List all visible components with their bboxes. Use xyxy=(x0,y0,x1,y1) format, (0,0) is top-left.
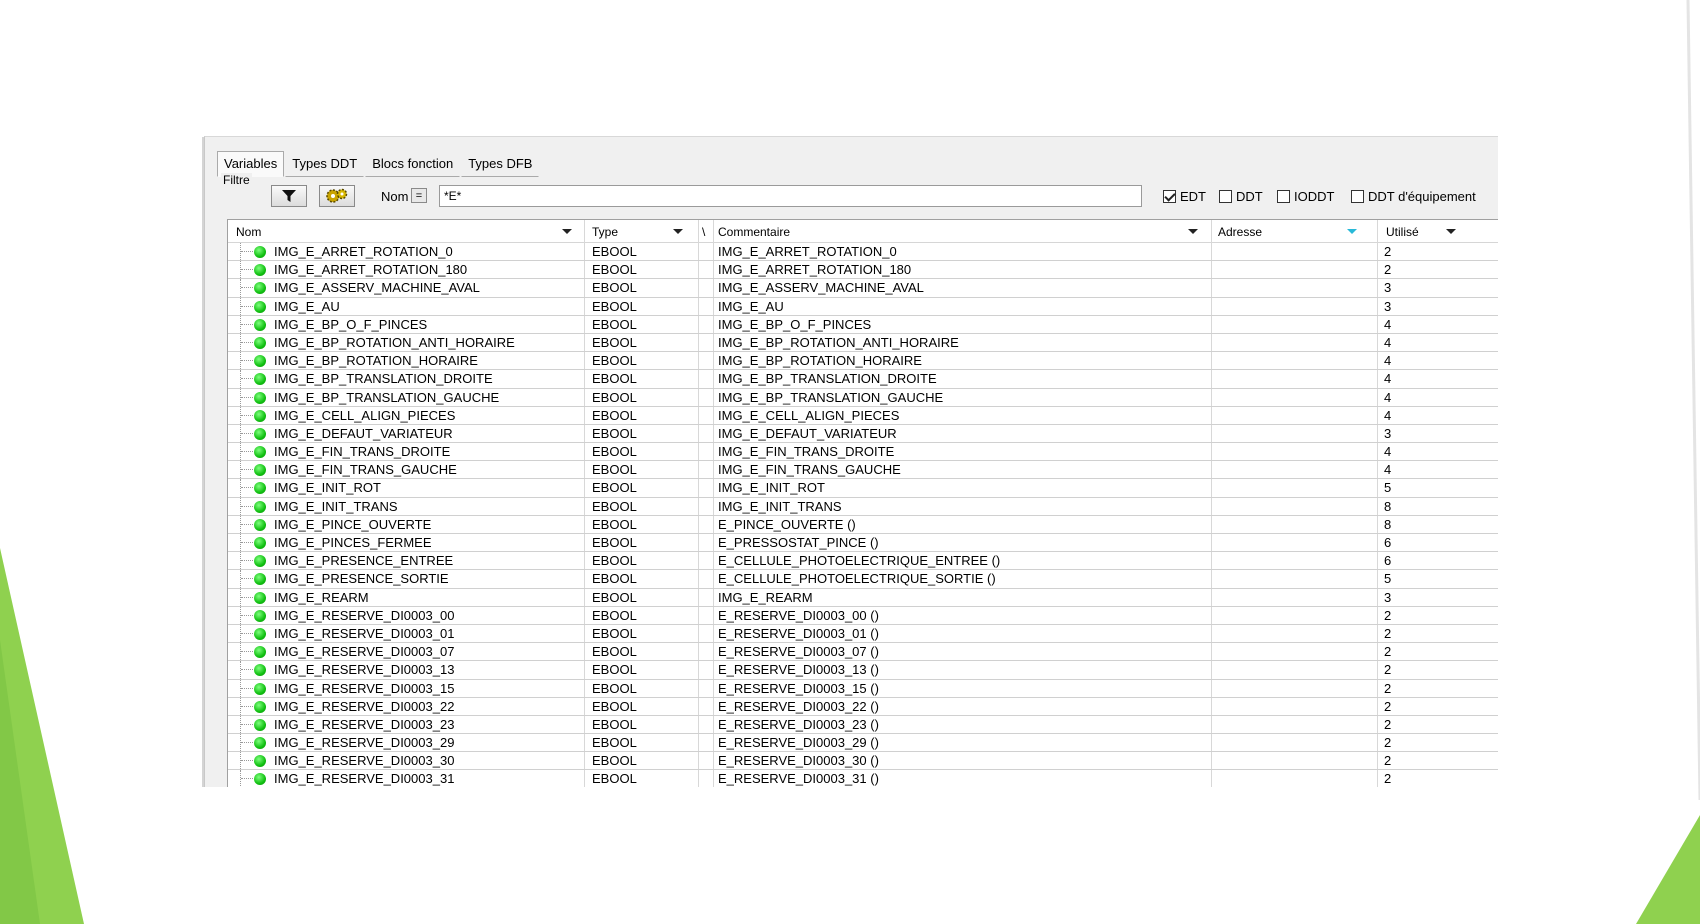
tree-connector xyxy=(240,243,255,260)
table-row[interactable] xyxy=(228,698,1498,716)
status-dot-icon xyxy=(254,428,266,440)
cell-commentaire[interactable]: E_RESERVE_DI0003_29 () xyxy=(718,735,879,751)
cell-commentaire[interactable]: E_RESERVE_DI0003_31 () xyxy=(718,771,879,787)
cell-nom[interactable]: IMG_E_RESERVE_DI0003_00 xyxy=(274,607,455,623)
status-dot-icon xyxy=(254,737,266,749)
status-dot-icon xyxy=(254,355,266,367)
funnel-icon xyxy=(281,188,297,204)
checkbox-box[interactable] xyxy=(1351,190,1364,203)
cell-commentaire[interactable]: E_RESERVE_DI0003_13 () xyxy=(718,662,879,678)
status-dot-icon xyxy=(254,337,266,349)
table-row[interactable] xyxy=(228,498,1498,516)
cell-type[interactable]: EBOOL xyxy=(592,407,637,423)
cell-utilise[interactable]: 2 xyxy=(1384,771,1392,787)
dropdown-arrow-icon[interactable] xyxy=(673,229,683,234)
cell-nom[interactable]: IMG_E_RESERVE_DI0003_07 xyxy=(274,644,455,660)
checkbox-box[interactable] xyxy=(1219,190,1232,203)
tree-connector xyxy=(240,443,255,460)
status-dot-icon xyxy=(254,719,266,731)
cell-utilise[interactable]: 2 xyxy=(1384,716,1392,732)
status-dot-icon xyxy=(254,701,266,713)
cell-commentaire[interactable]: IMG_E_ARRET_ROTATION_180 xyxy=(718,262,912,278)
table-row[interactable] xyxy=(228,734,1498,752)
cell-type[interactable]: EBOOL xyxy=(592,662,637,678)
cell-nom[interactable]: IMG_E_PRESENCE_ENTREE xyxy=(274,553,454,569)
cell-type[interactable]: EBOOL xyxy=(592,771,637,787)
cell-utilise[interactable]: 8 xyxy=(1384,516,1392,532)
tree-connector xyxy=(240,334,255,351)
cell-commentaire[interactable]: IMG_E_CELL_ALIGN_PIECES xyxy=(718,407,900,423)
cell-utilise[interactable]: 4 xyxy=(1384,334,1392,350)
status-dot-icon xyxy=(254,773,266,785)
status-dot-icon xyxy=(254,610,266,622)
cell-nom[interactable]: IMG_E_RESERVE_DI0003_22 xyxy=(274,698,455,714)
tree-connector xyxy=(240,716,255,733)
status-dot-icon xyxy=(254,573,266,585)
tree-connector xyxy=(240,552,255,569)
tree-connector xyxy=(240,661,255,678)
cell-nom[interactable]: IMG_E_BP_ROTATION_ANTI_HORAIRE xyxy=(274,334,515,350)
equals-button[interactable]: = xyxy=(411,188,427,203)
tab-variables[interactable]: Variables xyxy=(217,151,284,177)
tree-connector xyxy=(240,589,255,606)
cell-type[interactable]: EBOOL xyxy=(592,553,637,569)
cell-commentaire[interactable]: IMG_E_FIN_TRANS_GAUCHE xyxy=(718,462,901,478)
cell-commentaire[interactable]: E_PINCE_OUVERTE () xyxy=(718,516,856,532)
tree-connector xyxy=(240,752,255,769)
filter-settings-button[interactable] xyxy=(319,185,355,207)
tree-connector xyxy=(240,570,255,587)
cell-commentaire[interactable]: E_RESERVE_DI0003_00 () xyxy=(718,607,879,623)
cell-type[interactable]: EBOOL xyxy=(592,480,637,496)
cell-nom[interactable]: IMG_E_CELL_ALIGN_PIECES xyxy=(274,407,456,423)
cell-type[interactable]: EBOOL xyxy=(592,716,637,732)
cell-type[interactable]: EBOOL xyxy=(592,644,637,660)
column-header-label: Nom xyxy=(236,225,262,239)
column-header-nom[interactable] xyxy=(228,220,584,243)
tree-connector xyxy=(240,625,255,642)
checkbox-ioddt[interactable] xyxy=(1277,189,1334,204)
cell-type[interactable]: EBOOL xyxy=(592,516,637,532)
status-dot-icon xyxy=(254,246,266,258)
cell-type[interactable]: EBOOL xyxy=(592,244,637,259)
status-dot-icon xyxy=(254,482,266,494)
cell-utilise[interactable]: 4 xyxy=(1384,353,1392,369)
cell-utilise[interactable]: 5 xyxy=(1384,571,1392,587)
table-row[interactable] xyxy=(228,607,1498,625)
table-row[interactable] xyxy=(228,643,1498,661)
cell-type[interactable]: EBOOL xyxy=(592,280,637,296)
cell-commentaire[interactable]: IMG_E_BP_ROTATION_ANTI_HORAIRE xyxy=(718,334,959,350)
tree-connector xyxy=(240,698,255,715)
cell-nom[interactable]: IMG_E_RESERVE_DI0003_01 xyxy=(274,625,455,641)
status-dot-icon xyxy=(254,410,266,422)
cell-commentaire[interactable]: IMG_E_ARRET_ROTATION_0 xyxy=(718,244,897,259)
cell-nom[interactable]: IMG_E_RESERVE_DI0003_31 xyxy=(274,771,455,787)
cell-utilise[interactable]: 4 xyxy=(1384,462,1392,478)
tree-connector xyxy=(240,316,255,333)
cell-type[interactable]: EBOOL xyxy=(592,498,637,514)
cell-commentaire[interactable]: IMG_E_FIN_TRANS_DROITE xyxy=(718,444,895,460)
column-header-label: Commentaire xyxy=(718,225,791,239)
tree-connector xyxy=(240,607,255,624)
status-dot-icon xyxy=(254,373,266,385)
cell-commentaire[interactable]: IMG_E_BP_TRANSLATION_GAUCHE xyxy=(718,389,944,405)
status-dot-icon xyxy=(254,392,266,404)
cell-utilise[interactable]: 6 xyxy=(1384,535,1392,550)
cell-type[interactable]: EBOOL xyxy=(592,625,637,641)
table-row[interactable] xyxy=(228,589,1498,607)
cell-type[interactable]: EBOOL xyxy=(592,353,637,369)
column-header-label: \ xyxy=(702,225,706,239)
cell-type[interactable]: EBOOL xyxy=(592,316,637,332)
table-row[interactable] xyxy=(228,425,1498,443)
checkbox-box[interactable] xyxy=(1163,190,1176,203)
cell-type[interactable]: EBOOL xyxy=(592,425,637,441)
cell-commentaire[interactable]: IMG_E_ASSERV_MACHINE_AVAL xyxy=(718,280,924,296)
cell-type[interactable]: EBOOL xyxy=(592,262,637,278)
tree-connector xyxy=(240,407,255,424)
table-row[interactable] xyxy=(228,370,1498,388)
tree-connector xyxy=(240,370,255,387)
cell-commentaire[interactable]: E_RESERVE_DI0003_30 () xyxy=(718,753,879,769)
cell-nom[interactable]: IMG_E_ARRET_ROTATION_180 xyxy=(274,262,468,278)
tree-connector xyxy=(240,534,255,551)
cell-type[interactable]: EBOOL xyxy=(592,680,637,696)
dropdown-arrow-icon[interactable] xyxy=(1188,229,1198,234)
cell-commentaire[interactable]: E_RESERVE_DI0003_15 () xyxy=(718,680,879,696)
table-row[interactable] xyxy=(228,443,1498,461)
cell-commentaire[interactable]: IMG_E_BP_O_F_PINCES xyxy=(718,316,872,332)
cell-utilise[interactable]: 4 xyxy=(1384,316,1392,332)
cell-commentaire[interactable]: E_RESERVE_DI0003_07 () xyxy=(718,644,879,660)
cell-commentaire[interactable]: E_CELLULE_PHOTOELECTRIQUE_SORTIE () xyxy=(718,571,996,587)
cell-nom[interactable]: IMG_E_RESERVE_DI0003_23 xyxy=(274,716,455,732)
status-dot-icon xyxy=(254,301,266,313)
cell-nom[interactable]: IMG_E_FIN_TRANS_GAUCHE xyxy=(274,462,457,478)
data-editor-window xyxy=(204,136,1498,787)
status-dot-icon xyxy=(254,646,266,658)
cell-commentaire[interactable]: IMG_E_INIT_TRANS xyxy=(718,498,842,514)
status-dot-icon xyxy=(254,755,266,767)
cell-nom[interactable]: IMG_E_PINCE_OUVERTE xyxy=(274,516,432,532)
cell-type[interactable]: EBOOL xyxy=(592,389,637,405)
cell-nom[interactable]: IMG_E_RESERVE_DI0003_13 xyxy=(274,662,455,678)
cell-utilise[interactable]: 4 xyxy=(1384,407,1392,423)
cell-utilise[interactable]: 2 xyxy=(1384,262,1392,278)
cell-type[interactable]: EBOOL xyxy=(592,535,637,550)
dropdown-arrow-icon[interactable] xyxy=(1446,229,1456,234)
column-header-label: Type xyxy=(592,225,619,239)
cell-commentaire[interactable]: E_PRESSOSTAT_PINCE () xyxy=(718,535,879,550)
tree-connector xyxy=(240,643,255,660)
column-header-utilise[interactable] xyxy=(1378,220,1498,243)
cell-utilise[interactable]: 2 xyxy=(1384,607,1392,623)
tree-connector xyxy=(240,734,255,751)
gears-icon xyxy=(324,187,350,205)
table-row[interactable] xyxy=(228,625,1498,643)
column-header-label: Utilisé xyxy=(1386,225,1419,239)
cell-type[interactable]: EBOOL xyxy=(592,607,637,623)
table-body xyxy=(228,243,1498,787)
cell-utilise[interactable]: 3 xyxy=(1384,589,1392,605)
cell-commentaire[interactable]: E_RESERVE_DI0003_01 () xyxy=(718,625,879,641)
checkbox-edt[interactable] xyxy=(1163,189,1206,204)
cell-nom[interactable]: IMG_E_BP_O_F_PINCES xyxy=(274,316,428,332)
cell-nom[interactable]: IMG_E_INIT_TRANS xyxy=(274,498,398,514)
status-dot-icon xyxy=(254,555,266,567)
status-dot-icon xyxy=(254,664,266,676)
cell-type[interactable]: EBOOL xyxy=(592,371,637,387)
tree-connector xyxy=(240,389,255,406)
cell-type[interactable]: EBOOL xyxy=(592,462,637,478)
cell-nom[interactable]: IMG_E_RESERVE_DI0003_30 xyxy=(274,753,455,769)
cell-nom[interactable]: IMG_E_FIN_TRANS_DROITE xyxy=(274,444,451,460)
checkbox-label: EDT xyxy=(1180,189,1206,204)
table-row[interactable] xyxy=(228,552,1498,570)
checkbox-label: DDT xyxy=(1236,189,1263,204)
tree-connector xyxy=(240,298,255,315)
status-dot-icon xyxy=(254,683,266,695)
sort-arrow-icon[interactable] xyxy=(1347,229,1357,234)
cell-utilise[interactable]: 3 xyxy=(1384,280,1392,296)
table-row[interactable] xyxy=(228,516,1498,534)
cell-type[interactable]: EBOOL xyxy=(592,444,637,460)
cell-commentaire[interactable]: IMG_E_DEFAUT_VARIATEUR xyxy=(718,425,897,441)
cell-utilise[interactable]: 2 xyxy=(1384,753,1392,769)
status-dot-icon xyxy=(254,282,266,294)
cell-utilise[interactable]: 8 xyxy=(1384,498,1392,514)
cell-type[interactable]: EBOOL xyxy=(592,571,637,587)
cell-utilise[interactable]: 2 xyxy=(1384,625,1392,641)
table-row[interactable] xyxy=(228,534,1498,552)
column-header-adresse[interactable] xyxy=(1212,220,1377,243)
cell-utilise[interactable]: 4 xyxy=(1384,389,1392,405)
cell-nom[interactable]: IMG_E_PINCES_FERMEE xyxy=(274,535,432,550)
tree-connector xyxy=(240,461,255,478)
column-header-type[interactable] xyxy=(585,220,698,243)
status-dot-icon xyxy=(254,501,266,513)
cell-commentaire[interactable]: IMG_E_AU xyxy=(718,298,784,314)
cell-utilise[interactable]: 2 xyxy=(1384,644,1392,660)
cell-utilise[interactable]: 2 xyxy=(1384,662,1392,678)
cell-utilise[interactable]: 3 xyxy=(1384,425,1392,441)
table-row[interactable] xyxy=(228,261,1498,279)
cell-commentaire[interactable]: IMG_E_BP_TRANSLATION_DROITE xyxy=(718,371,937,387)
status-dot-icon xyxy=(254,519,266,531)
cell-utilise[interactable]: 2 xyxy=(1384,698,1392,714)
table-row[interactable] xyxy=(228,407,1498,425)
cell-commentaire[interactable]: E_RESERVE_DI0003_23 () xyxy=(718,716,879,732)
variables-grid xyxy=(227,219,1498,787)
cell-type[interactable]: EBOOL xyxy=(592,698,637,714)
column-header-commentaire[interactable] xyxy=(714,220,1211,243)
status-dot-icon xyxy=(254,446,266,458)
table-row[interactable] xyxy=(228,243,1498,261)
column-header-sep xyxy=(699,220,713,243)
cell-nom[interactable]: IMG_E_RESERVE_DI0003_29 xyxy=(274,735,455,751)
cell-nom[interactable]: IMG_E_BP_ROTATION_HORAIRE xyxy=(274,353,478,369)
table-row[interactable] xyxy=(228,461,1498,479)
tree-connector xyxy=(240,770,255,787)
table-row[interactable] xyxy=(228,752,1498,770)
cell-nom[interactable]: IMG_E_ARRET_ROTATION_0 xyxy=(274,244,453,259)
checkbox-ddt-equipement[interactable] xyxy=(1351,189,1476,204)
table-row[interactable] xyxy=(228,352,1498,370)
cell-utilise[interactable]: 4 xyxy=(1384,371,1392,387)
cell-commentaire[interactable]: IMG_E_REARM xyxy=(718,589,813,605)
nom-label: Nom xyxy=(381,189,409,204)
cell-utilise[interactable]: 6 xyxy=(1384,553,1392,569)
cell-nom[interactable]: IMG_E_PRESENCE_SORTIE xyxy=(274,571,449,587)
checkbox-box[interactable] xyxy=(1277,190,1290,203)
tab-types-ddt[interactable]: Types DDT xyxy=(285,151,364,177)
table-row[interactable] xyxy=(228,279,1498,297)
status-dot-icon xyxy=(254,592,266,604)
cell-nom[interactable]: IMG_E_INIT_ROT xyxy=(274,480,381,496)
tree-connector xyxy=(240,516,255,533)
cell-type[interactable]: EBOOL xyxy=(592,298,637,314)
tree-connector xyxy=(240,352,255,369)
cell-nom[interactable]: IMG_E_BP_TRANSLATION_DROITE xyxy=(274,371,493,387)
table-row[interactable] xyxy=(228,298,1498,316)
cell-nom[interactable]: IMG_E_RESERVE_DI0003_15 xyxy=(274,680,455,696)
tab-types-dfb[interactable]: Types DFB xyxy=(461,151,539,177)
filter-button[interactable] xyxy=(271,185,307,207)
table-row[interactable] xyxy=(228,479,1498,497)
cell-type[interactable]: EBOOL xyxy=(592,334,637,350)
cell-utilise[interactable]: 5 xyxy=(1384,480,1392,496)
tree-connector xyxy=(240,425,255,442)
tab-bar xyxy=(217,151,540,175)
tree-connector xyxy=(240,680,255,697)
cell-utilise[interactable]: 2 xyxy=(1384,735,1392,751)
cell-commentaire[interactable]: IMG_E_INIT_ROT xyxy=(718,480,825,496)
checkbox-label: DDT d'équipement xyxy=(1368,189,1476,204)
cell-commentaire[interactable]: E_CELLULE_PHOTOELECTRIQUE_ENTREE () xyxy=(718,553,1001,569)
cell-commentaire[interactable]: IMG_E_BP_ROTATION_HORAIRE xyxy=(718,353,922,369)
table-row[interactable] xyxy=(228,716,1498,734)
cell-utilise[interactable]: 2 xyxy=(1384,680,1392,696)
cell-nom[interactable]: IMG_E_REARM xyxy=(274,589,369,605)
status-dot-icon xyxy=(254,264,266,276)
tree-connector xyxy=(240,479,255,496)
name-filter-input[interactable] xyxy=(439,185,1142,207)
tree-connector xyxy=(240,498,255,515)
cell-type[interactable]: EBOOL xyxy=(592,753,637,769)
cell-utilise[interactable]: 2 xyxy=(1384,244,1392,259)
filter-label: Filtre xyxy=(223,173,250,187)
table-row[interactable] xyxy=(228,661,1498,679)
table-row[interactable] xyxy=(228,316,1498,334)
cell-utilise[interactable]: 4 xyxy=(1384,444,1392,460)
table-row[interactable] xyxy=(228,570,1498,588)
tree-connector xyxy=(240,279,255,296)
status-dot-icon xyxy=(254,464,266,476)
cell-type[interactable]: EBOOL xyxy=(592,589,637,605)
column-header-label: Adresse xyxy=(1218,225,1263,239)
status-dot-icon xyxy=(254,537,266,549)
cell-nom[interactable]: IMG_E_AU xyxy=(274,298,340,314)
tab-blocs-fonction[interactable]: Blocs fonction xyxy=(365,151,460,177)
table-row[interactable] xyxy=(228,770,1498,787)
tree-connector xyxy=(240,261,255,278)
cell-nom[interactable]: IMG_E_DEFAUT_VARIATEUR xyxy=(274,425,453,441)
table-row[interactable] xyxy=(228,334,1498,352)
status-dot-icon xyxy=(254,319,266,331)
checkbox-label: IODDT xyxy=(1294,189,1335,204)
cell-nom[interactable]: IMG_E_ASSERV_MACHINE_AVAL xyxy=(274,280,480,296)
checkbox-ddt[interactable] xyxy=(1219,189,1263,204)
dropdown-arrow-icon[interactable] xyxy=(562,229,572,234)
cell-commentaire[interactable]: E_RESERVE_DI0003_22 () xyxy=(718,698,879,714)
cell-type[interactable]: EBOOL xyxy=(592,735,637,751)
table-row[interactable] xyxy=(228,389,1498,407)
table-row[interactable] xyxy=(228,680,1498,698)
cell-utilise[interactable]: 3 xyxy=(1384,298,1392,314)
status-dot-icon xyxy=(254,628,266,640)
cell-nom[interactable]: IMG_E_BP_TRANSLATION_GAUCHE xyxy=(274,389,500,405)
